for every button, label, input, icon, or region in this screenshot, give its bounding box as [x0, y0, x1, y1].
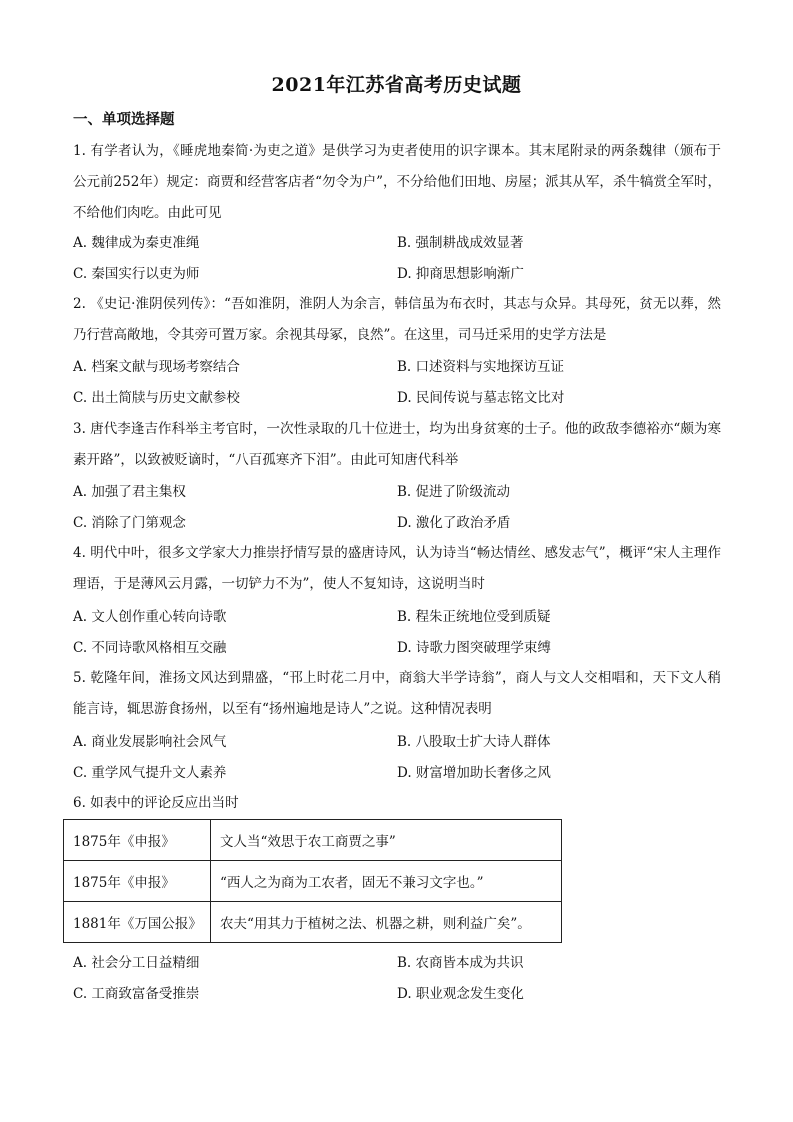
question-4-option-a: A. 文人创作重心转向诗歌 [73, 609, 227, 625]
question-5-option-a: A. 商业发展影响社会风气 [73, 734, 227, 750]
question-1-option-c: C. 秦国实行以吏为师 [73, 266, 200, 282]
question-2-option-b: B. 口述资料与实地探访互证 [397, 359, 565, 375]
question-3-option-a: A. 加强了君主集权 [73, 484, 186, 500]
question-6-option-c: C. 工商致富备受推崇 [73, 986, 200, 1002]
question-4-option-c: C. 不同诗歌风格相互交融 [73, 640, 227, 656]
question-1-option-a: A. 魏律成为秦吏准绳 [73, 235, 200, 251]
question-2-stem: 2. 《史记·淮阴侯列传》：“吾如淮阴，淮阴人为余言，韩信虽为布衣时，其志与众异。其母死，贫无以葬，然乃行营高敞地，令其旁可置万家。余视其母冢，良然”。在这里，司马迁采用的史学方法是 [73, 296, 721, 343]
table-row [64, 820, 562, 861]
table-cell-quote: 农夫“用其力于植树之法、机器之耕，则利益广矣”。 [211, 902, 562, 943]
section-heading: 一、单项选择题 [73, 111, 175, 128]
table-row [64, 861, 562, 902]
table-row [64, 902, 562, 943]
question-6-stem: 6. 如表中的评论反应出当时 [73, 795, 239, 811]
question-6-option-b: B. 农商皆本成为共识 [397, 955, 524, 971]
question-3-option-b: B. 促进了阶级流动 [397, 484, 511, 500]
table-cell-quote: 文人当“效思于农工商贾之事” [211, 820, 562, 861]
question-4-option-d: D. 诗歌力图突破理学束缚 [397, 640, 551, 656]
source-table [63, 819, 562, 943]
page-title: 2021年江苏省高考历史试题 [271, 74, 522, 96]
table-cell-quote: “西人之为商为工农者，固无不兼习文字也。” [211, 861, 562, 902]
question-6-option-a: A. 社会分工日益精细 [73, 955, 200, 971]
question-5-option-c: C. 重学风气提升文人素养 [73, 765, 227, 781]
question-2-option-d: D. 民间传说与墓志铭文比对 [397, 390, 565, 406]
table-cell-source: 1881年《万国公报》 [64, 902, 211, 943]
question-5-option-d: D. 财富增加助长奢侈之风 [397, 765, 551, 781]
question-5-option-b: B. 八股取士扩大诗人群体 [397, 734, 551, 750]
question-4-option-b: B. 程朱正统地位受到质疑 [397, 609, 551, 625]
question-2-option-c: C. 出土简牍与历史文献参校 [73, 390, 240, 406]
question-4-stem: 4. 明代中叶，很多文学家大力推崇抒情写景的盛唐诗风，认为诗当“畅达情丝、感发志气”，概评“宋人主理作理语，于是薄风云月露，一切铲力不为”，使人不复知诗，这说明当时 [73, 545, 721, 592]
question-5-stem: 5. 乾隆年间，淮扬文风达到鼎盛，“邗上时花二月中，商翁大半学诗翁”，商人与文人交相唱和，天下文人稍能言诗，辄思游食扬州，以至有“扬州遍地是诗人”之说。这种情况表明 [73, 670, 721, 717]
question-3-option-c: C. 消除了门第观念 [73, 515, 186, 531]
question-2-option-a: A. 档案文献与现场考察结合 [73, 359, 240, 375]
question-3-option-d: D. 激化了政治矛盾 [397, 515, 511, 531]
question-6-option-d: D. 职业观念发生变化 [397, 986, 524, 1002]
question-1-option-d: D. 抑商思想影响渐广 [397, 266, 524, 282]
table-cell-source: 1875年《申报》 [64, 820, 211, 861]
question-1-option-b: B. 强制耕战成效显著 [397, 235, 524, 251]
question-3-stem: 3. 唐代李逢吉作科举主考官时，一次性录取的几十位进士，均为出身贫寒的士子。他的政敌李德裕亦“颇为寒素开路”，以致被贬谪时，“八百孤寒齐下泪”。由此可知唐代科举 [73, 421, 721, 468]
table-cell-source: 1875年《申报》 [64, 861, 211, 902]
question-1-stem: 1. 有学者认为，《睡虎地秦简·为吏之道》是供学习为吏者使用的识字课本。其末尾附录的两条魏律（颁布于公元前252年）规定：商贾和经营客店者“勿令为户”，不分给他们田地、房屋；派其从军，杀牛犒赏全军时，不给他们肉吃。由此可见 [73, 143, 721, 221]
